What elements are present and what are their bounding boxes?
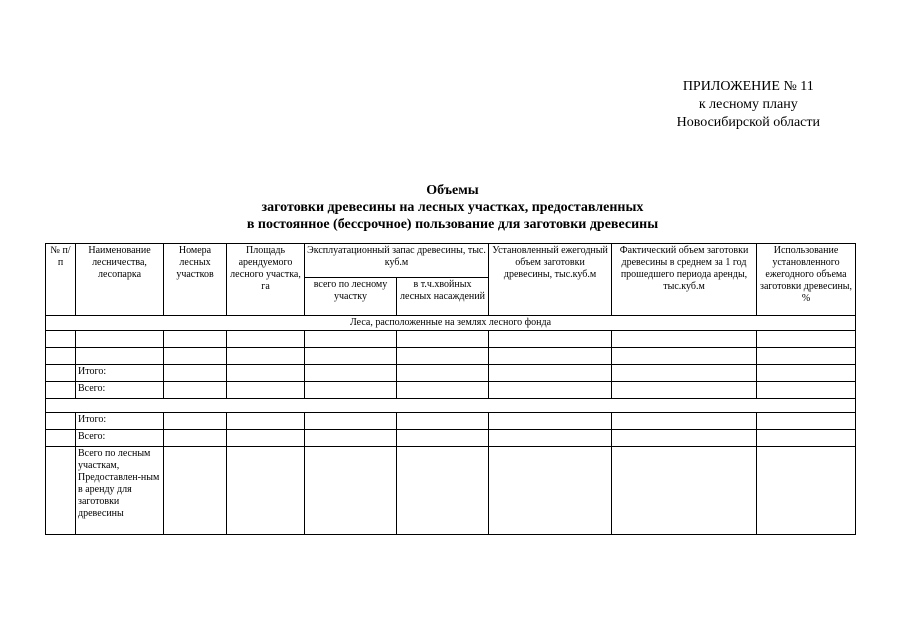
title-line-2: заготовки древесины на лесных участках, предоставленных	[261, 200, 644, 215]
section-row-blank	[46, 399, 856, 413]
document-title	[0, 182, 905, 233]
title-line-1: Объемы	[426, 183, 479, 198]
appendix-header	[677, 78, 820, 132]
table-row	[46, 348, 856, 365]
header-plots: Номера лесных участков	[164, 244, 227, 316]
total-label: Всего:	[76, 382, 164, 399]
title-line-3: в постоянное (бессрочное) пользование для заготовки древесины	[246, 217, 659, 232]
section-row	[46, 316, 856, 331]
section-title: Леса, расположенные на землях лесного фонда	[46, 316, 856, 331]
appendix-region: Новосибирской области	[676, 115, 820, 130]
header-name: Наименование лесничества, лесопарка	[76, 244, 164, 316]
harvest-volume-table	[45, 243, 856, 535]
subtotal-label: Итого:	[76, 413, 164, 430]
header-num: № п/п	[46, 244, 76, 316]
subtotal-label: Итого:	[76, 365, 164, 382]
appendix-number: ПРИЛОЖЕНИЕ № 11	[682, 79, 814, 94]
total-row	[46, 382, 856, 399]
subtotal-row	[46, 365, 856, 382]
table-row	[46, 331, 856, 348]
header-stock-total: всего по лесному участку	[305, 278, 397, 316]
header-row	[46, 244, 856, 278]
header-stock: Эксплуатационный запас древесины, тыс. куб.м	[305, 244, 489, 278]
subtotal-row	[46, 413, 856, 430]
grand-total-row	[46, 447, 856, 535]
header-stock-conif: в т.ч.хвойных лесных насаждений	[397, 278, 489, 316]
appendix-subtitle: к лесному плану	[698, 97, 798, 112]
total-row	[46, 430, 856, 447]
header-established: Установленный ежегодный объем заготовки древесины, тыс.куб.м	[489, 244, 612, 316]
header-usage: Использование установленного ежегодного объема заготовки древесины, %	[757, 244, 856, 316]
header-area: Площадь арендуемого лесного участка, га	[227, 244, 305, 316]
grand-total-label: Всего по лесным участкам, Предоставлен-ным в аренду для заготовки древесины	[76, 447, 164, 535]
total-label: Всего:	[76, 430, 164, 447]
header-actual: Фактический объем заготовки древесины в среднем за 1 год прошедшего периода аренды, тыс.куб.м	[612, 244, 757, 316]
